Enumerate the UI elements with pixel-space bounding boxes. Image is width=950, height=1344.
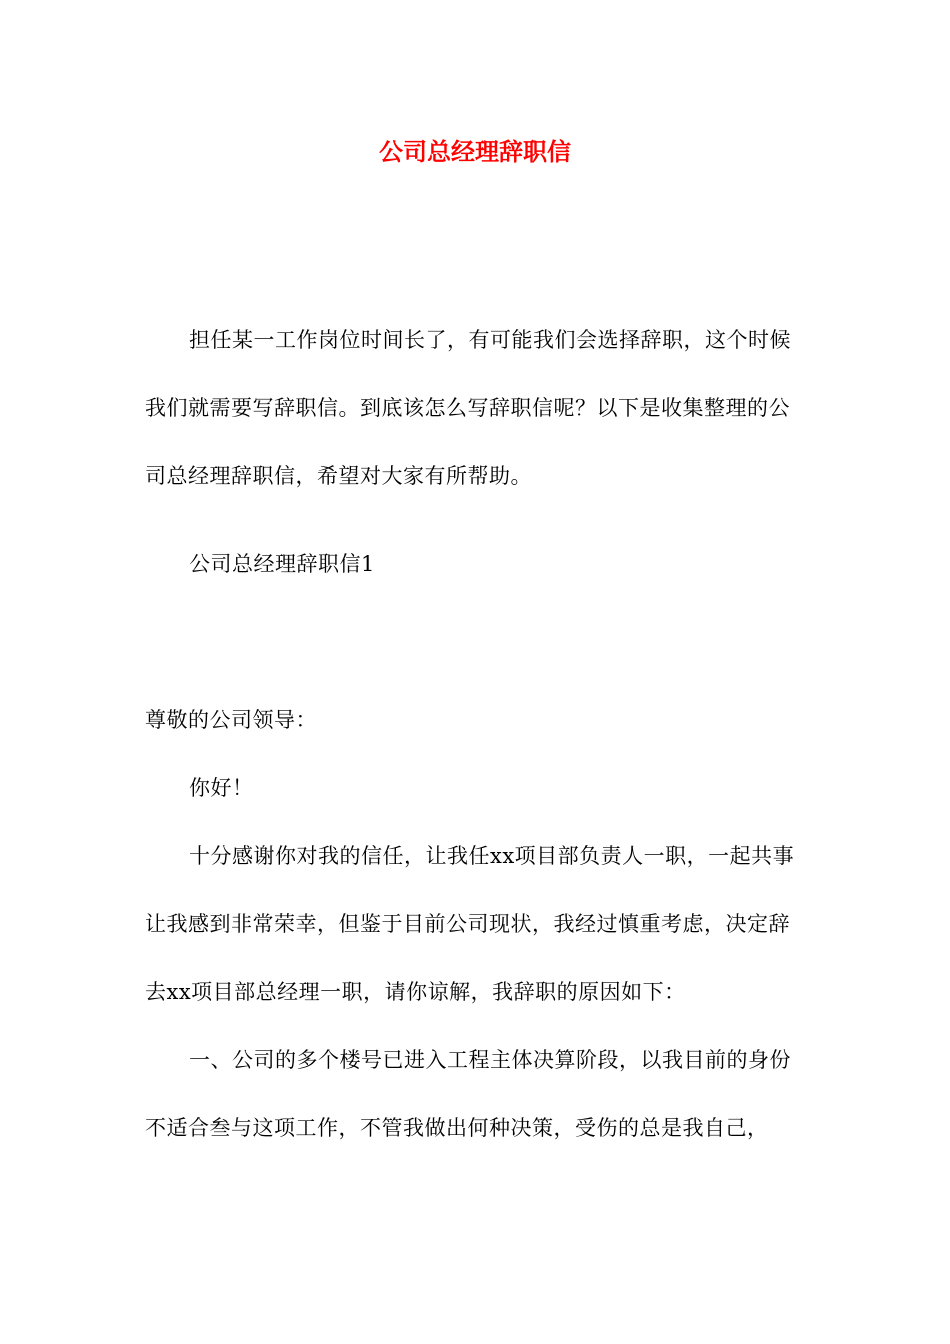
section-heading-block [145, 530, 810, 598]
greeting: 你好！ [189, 776, 254, 800]
letter-paragraph-2: 一、公司的多个楼号已进入工程主体决算阶段，以我目前的身份不适合叁与这项工作，不管我做出何种决策，受伤的总是我自己， [145, 1048, 791, 1140]
section-heading: 公司总经理辞职信1 [189, 552, 375, 576]
document-title: 公司总经理辞职信 [379, 137, 571, 166]
intro-paragraph: 担任某一工作岗位时间长了，有可能我们会选择辞职，这个时候我们就需要写辞职信。到底该怎么写辞职信呢？以下是收集整理的公司总经理辞职信，希望对大家有所帮助。 [145, 328, 791, 488]
letter-paragraph-1: 十分感谢你对我的信任，让我任xx项目部负责人一职，一起共事让我感到非常荣幸，但鉴于目前公司现状，我经过慎重考虑，决定辞去xx项目部总经理一职，请你谅解，我辞职的原因如下： [145, 844, 795, 1004]
salutation-block [145, 686, 810, 754]
letter-body [145, 754, 810, 1162]
intro-block [145, 306, 810, 510]
salutation: 尊敬的公司领导： [145, 708, 317, 732]
